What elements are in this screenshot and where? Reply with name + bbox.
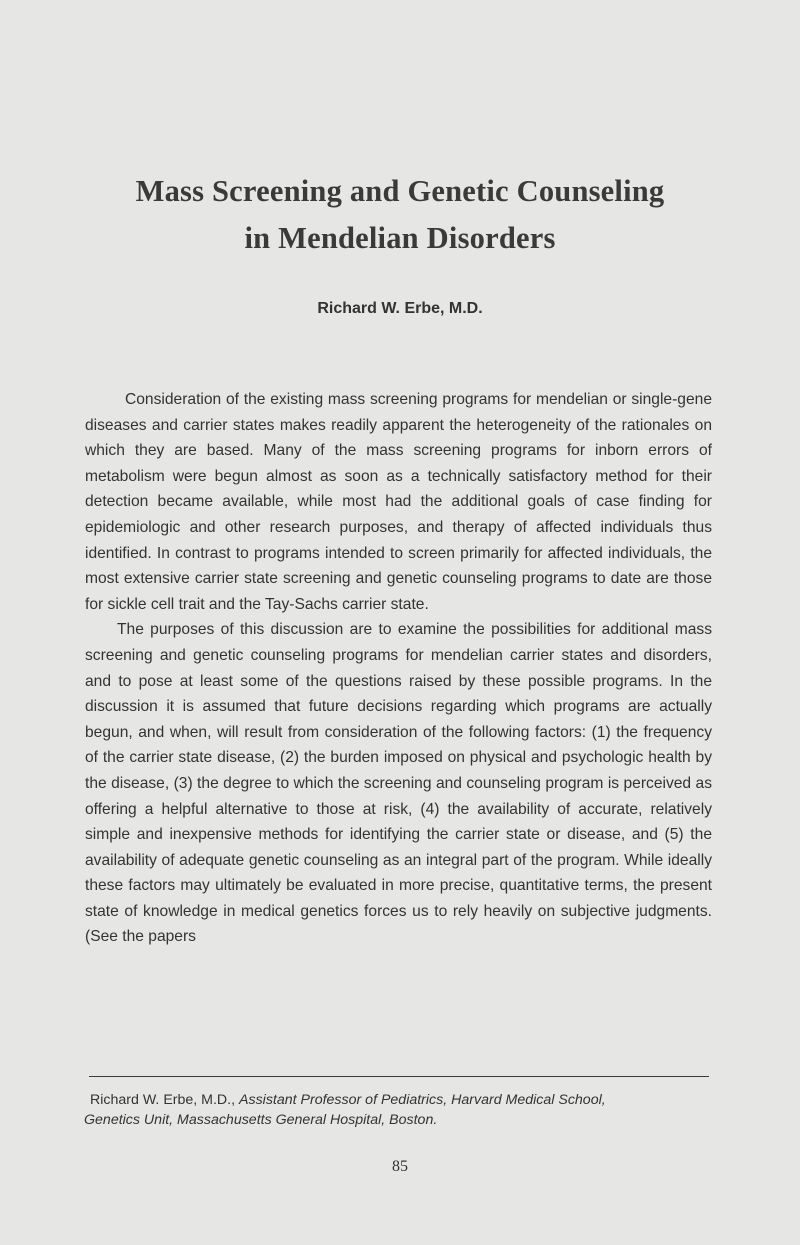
title-line-2: in Mendelian Disorders: [244, 221, 556, 255]
page-number: 85: [392, 1158, 408, 1175]
paragraph-1: Consideration of the existing mass screening programs for mendelian or single-gene diseases and carrier states makes readily apparent the heterogeneity of the rationales on which they are based. Many of the mass screening programs for inborn errors of metabolism were begun almost as soon as a technically satisfactory method for their detection became available, while most had the additional goals of case finding for epidemiologic and other research purposes, and therapy of affected individuals thus identified. In contrast to programs intended to screen primarily for affected individuals, the most extensive carrier state screening and genetic counseling programs to date are those for sickle cell trait and the Tay-Sachs carrier state.: [85, 391, 712, 613]
footnote-affiliation-2: Genetics Unit, Massachusetts General Hospital, Boston.: [84, 1112, 438, 1128]
footnote-divider: [89, 1076, 709, 1077]
footnote-affiliation-1: Assistant Professor of Pediatrics, Harvard Medical School,: [239, 1092, 606, 1108]
article-title: [0, 168, 800, 262]
paragraph-2: The purposes of this discussion are to examine the possibilities for additional mass screening and genetic counseling programs for mendelian carrier states and disorders, and to pose at least some of the questions raised by these possible programs. In the discussion it is assumed that future decisions regarding which programs are actually begun, and when, will result from consideration of the following factors: (1) the frequency of the carrier state disease, (2) the burden imposed on physical and psychologic health by the disease, (3) the degree to which the screening and counseling program is perceived as offering a helpful alternative to those at risk, (4) the availability of accurate, relatively simple and inexpensive methods for identifying the carrier state or disease, and (5) the availability of adequate genetic counseling as an integral part of the program. While ideally these factors may ultimately be evaluated in more precise, quantitative terms, the present state of knowledge in medical genetics forces us to rely heavily on subjective judgments. (See the papers: [85, 621, 712, 946]
author-byline: Richard W. Erbe, M.D.: [317, 300, 483, 317]
title-line-1: Mass Screening and Genetic Counseling: [135, 174, 665, 208]
article-body: [85, 387, 712, 950]
author-footnote: [84, 1090, 714, 1130]
footnote-author-name: Richard W. Erbe, M.D.,: [90, 1092, 240, 1108]
